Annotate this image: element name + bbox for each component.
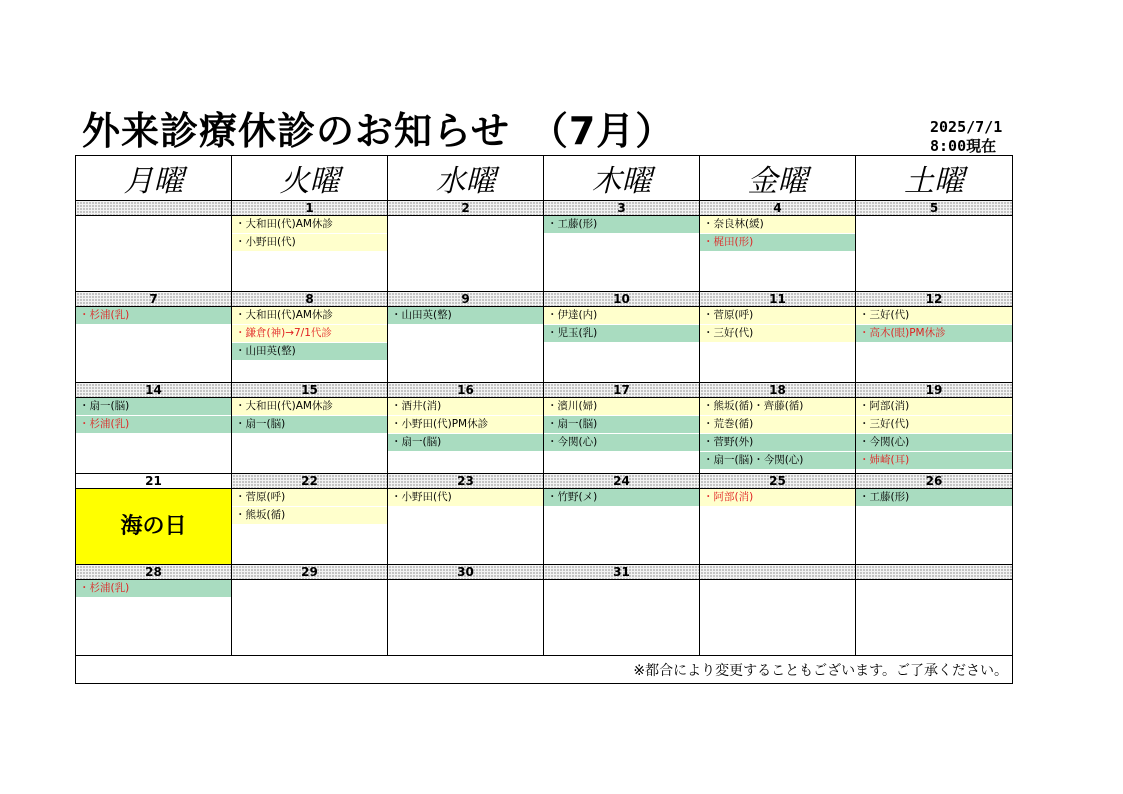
- closure-entry: ・杉浦(乳): [76, 580, 231, 598]
- closure-entry: ・杉浦(乳): [76, 307, 231, 325]
- date-number: 14: [76, 383, 232, 398]
- closure-entry: ・三好(代): [856, 416, 1012, 434]
- closure-entry: ・濱川(婦): [544, 398, 699, 416]
- date-number: 15: [232, 383, 388, 398]
- closure-entry: ・扇一(脳): [388, 434, 543, 452]
- footer-note: ※都合により変更することもございます。ご了承ください。: [76, 656, 1013, 684]
- day-cell: [544, 398, 700, 474]
- closure-entry: ・三好(代): [856, 307, 1012, 325]
- closure-entry: ・姉崎(耳): [856, 452, 1012, 470]
- closure-entry: ・梶田(形): [700, 234, 855, 252]
- date-number: 24: [544, 474, 700, 489]
- closure-entry: ・扇一(脳): [232, 416, 387, 434]
- date-number: 8: [232, 292, 388, 307]
- closure-entry: ・大和田(代)AM休診: [232, 307, 387, 325]
- closure-entry: ・三好(代): [700, 325, 855, 343]
- closure-entry: ・大和田(代)AM休診: [232, 216, 387, 234]
- closure-entry: ・菅原(呼): [700, 307, 855, 325]
- dow-thursday: 木曜: [544, 156, 700, 201]
- date-number: 29: [232, 565, 388, 580]
- closure-entry: ・今関(心): [856, 434, 1012, 452]
- week-entries-row: [76, 580, 1013, 656]
- day-cell: [700, 580, 856, 656]
- closure-entry: ・菅野(外): [700, 434, 855, 452]
- date-number: 22: [232, 474, 388, 489]
- day-cell: [388, 580, 544, 656]
- day-cell: [76, 216, 232, 292]
- closure-entry: ・熊坂(循)・齊藤(循): [700, 398, 855, 416]
- closure-entry: ・伊達(内): [544, 307, 699, 325]
- closure-entry: ・扇一(脳): [76, 398, 231, 416]
- day-cell: [388, 216, 544, 292]
- closure-entry: ・鎌倉(神)→7/1代診: [232, 325, 387, 343]
- day-cell: [856, 216, 1013, 292]
- day-cell: [856, 398, 1013, 474]
- date-number: [700, 565, 856, 580]
- week-date-row: [76, 474, 1013, 489]
- week-entries-row: [76, 307, 1013, 383]
- week-date-row: [76, 565, 1013, 580]
- day-cell: [700, 307, 856, 383]
- closure-entry: ・工藤(形): [544, 216, 699, 234]
- closure-entry: ・今関(心): [544, 434, 699, 452]
- day-cell: [856, 489, 1013, 565]
- closure-entry: ・奈良林(緩): [700, 216, 855, 234]
- day-cell: [76, 307, 232, 383]
- closure-entry: ・杉浦(乳): [76, 416, 231, 434]
- closure-entry: ・阿部(消): [856, 398, 1012, 416]
- date-number: [856, 565, 1013, 580]
- day-cell: [700, 398, 856, 474]
- dow-friday: 金曜: [700, 156, 856, 201]
- day-cell: [700, 489, 856, 565]
- day-cell: [76, 580, 232, 656]
- day-cell: [856, 307, 1013, 383]
- day-cell: [76, 398, 232, 474]
- closure-entry: ・山田英(整): [232, 343, 387, 361]
- day-cell: [700, 216, 856, 292]
- date-number: 26: [856, 474, 1013, 489]
- day-cell: [544, 489, 700, 565]
- closure-entry: ・児玉(乳): [544, 325, 699, 343]
- as-of-date: 2025/7/1: [930, 118, 1003, 136]
- closure-entry: ・小野田(代): [388, 489, 543, 507]
- closure-entry: ・菅原(呼): [232, 489, 387, 507]
- week-entries-row: [76, 216, 1013, 292]
- closure-entry: ・小野田(代)PM休診: [388, 416, 543, 434]
- date-number: 10: [544, 292, 700, 307]
- closure-entry: ・荒巻(循): [700, 416, 855, 434]
- date-number: 2: [388, 201, 544, 216]
- calendar-table: [75, 155, 1013, 684]
- as-of-time: 8:00現在: [930, 137, 997, 155]
- date-number: 31: [544, 565, 700, 580]
- week-date-row: [76, 292, 1013, 307]
- closure-entry: ・小野田(代): [232, 234, 387, 252]
- day-cell: [544, 307, 700, 383]
- page-title: 外来診療休診のお知らせ （7月）: [82, 109, 675, 153]
- day-cell: [232, 216, 388, 292]
- closure-entry: ・工藤(形): [856, 489, 1012, 507]
- day-cell: [232, 580, 388, 656]
- day-cell: [232, 307, 388, 383]
- day-cell: [544, 216, 700, 292]
- day-cell: [76, 489, 232, 565]
- date-number: 30: [388, 565, 544, 580]
- date-number: 9: [388, 292, 544, 307]
- closure-entry: ・大和田(代)AM休診: [232, 398, 387, 416]
- closure-entry: ・酒井(消): [388, 398, 543, 416]
- date-number: 17: [544, 383, 700, 398]
- closure-entry: ・高木(眼)PM休診: [856, 325, 1012, 343]
- day-cell: [388, 489, 544, 565]
- day-cell: [232, 398, 388, 474]
- day-cell: [856, 580, 1013, 656]
- day-of-week-header: [76, 156, 1013, 201]
- as-of-stamp: [930, 118, 1002, 156]
- date-number: 11: [700, 292, 856, 307]
- date-number: 19: [856, 383, 1013, 398]
- closure-entry: ・扇一(脳): [544, 416, 699, 434]
- date-number: 23: [388, 474, 544, 489]
- date-number: 4: [700, 201, 856, 216]
- day-cell: [232, 489, 388, 565]
- dow-wednesday: 水曜: [388, 156, 544, 201]
- dow-tuesday: 火曜: [232, 156, 388, 201]
- date-number: 21: [76, 474, 232, 489]
- closure-entry: ・竹野(メ): [544, 489, 699, 507]
- date-number: 25: [700, 474, 856, 489]
- dow-saturday: 土曜: [856, 156, 1013, 201]
- date-number: 3: [544, 201, 700, 216]
- closure-entry: ・扇一(脳)・今関(心): [700, 452, 855, 470]
- holiday-label: 海の日: [120, 514, 187, 539]
- week-entries-row: [76, 489, 1013, 565]
- date-number: 7: [76, 292, 232, 307]
- date-number: 28: [76, 565, 232, 580]
- date-number: 5: [856, 201, 1013, 216]
- week-entries-row: [76, 398, 1013, 474]
- date-number: 1: [232, 201, 388, 216]
- closure-entry: ・山田英(整): [388, 307, 543, 325]
- closure-entry: ・熊坂(循): [232, 507, 387, 525]
- date-number: 16: [388, 383, 544, 398]
- date-number: 12: [856, 292, 1013, 307]
- day-cell: [544, 580, 700, 656]
- dow-monday: 月曜: [76, 156, 232, 201]
- footer-row: [76, 656, 1013, 684]
- date-number: 18: [700, 383, 856, 398]
- day-cell: [388, 307, 544, 383]
- week-date-row: [76, 383, 1013, 398]
- day-cell: [388, 398, 544, 474]
- closure-entry: ・阿部(消): [700, 489, 855, 507]
- date-number: [76, 201, 232, 216]
- week-date-row: [76, 201, 1013, 216]
